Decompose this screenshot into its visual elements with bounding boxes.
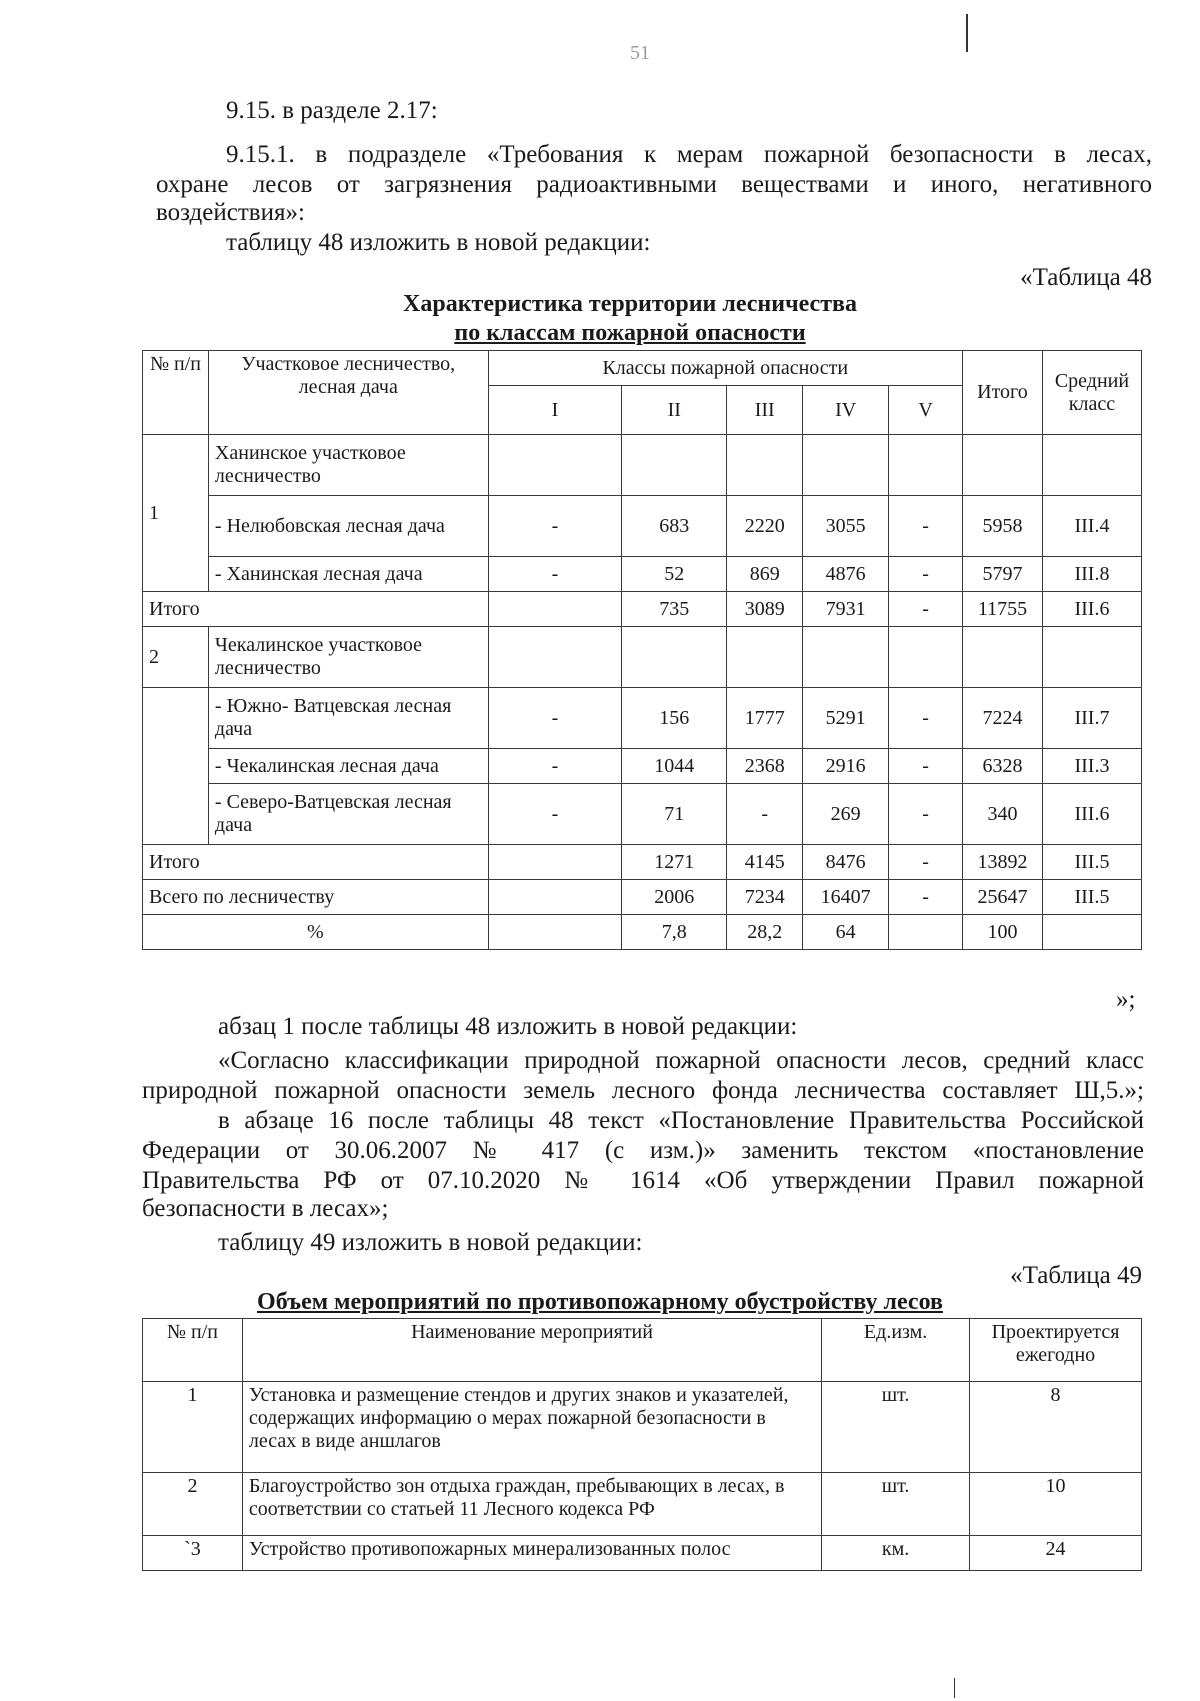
group1-num: 1 <box>143 435 209 592</box>
scan-artifact-mark <box>966 14 968 52</box>
cell-class2: 71 <box>622 784 727 845</box>
cell-total: 7224 <box>962 688 1042 749</box>
cell-class2: 2006 <box>622 880 727 915</box>
header-class-2: II <box>622 386 727 435</box>
subsection-line: 9.15.1. в подразделе «Требования к мерам пожарной безопасности в лесах, <box>226 141 1152 168</box>
amendment-line: безопасности в лесах»; <box>142 1195 389 1222</box>
row-name: - Северо-Ватцевская лесная дача <box>208 784 488 845</box>
table-row <box>143 1382 1142 1473</box>
header-avg: Средний класс <box>1042 351 1141 435</box>
cell-class3: 869 <box>727 557 803 592</box>
group2-num: 2 <box>143 627 209 688</box>
cell-class4: 8476 <box>803 845 889 880</box>
subtotal-row <box>143 592 1142 627</box>
cell-class2: 7,8 <box>622 915 727 950</box>
subsection-line: воздействия»: <box>156 199 305 226</box>
cell-class2: 1271 <box>622 845 727 880</box>
cell-total: 13892 <box>962 845 1042 880</box>
cell-class3: 28,2 <box>727 915 803 950</box>
header-class-4: IV <box>803 386 889 435</box>
row-name: - Ханинская лесная дача <box>208 557 488 592</box>
cell-class3: 2368 <box>727 749 803 784</box>
header-class-1: I <box>488 386 622 435</box>
scan-artifact-mark <box>954 1678 955 1698</box>
cell-class1: - <box>488 749 622 784</box>
row-unit: шт. <box>822 1382 970 1473</box>
table49-caption: «Таблица 49 <box>1010 1262 1142 1289</box>
amendment-line: в абзаце 16 после таблицы 48 текст «Постановление Правительства Российской <box>218 1107 1144 1134</box>
table-row <box>143 496 1142 557</box>
cell-avg: III.4 <box>1042 496 1141 557</box>
cell-class4: 3055 <box>803 496 889 557</box>
cell-total: 340 <box>962 784 1042 845</box>
header-class-3: III <box>727 386 803 435</box>
instruction-table49: таблицу 49 изложить в новой редакции: <box>218 1229 643 1256</box>
cell-class5: - <box>889 880 963 915</box>
table-row <box>143 557 1142 592</box>
cell-class1: - <box>488 784 622 845</box>
row-name: - Чекалинская лесная дача <box>208 749 488 784</box>
amendment-line: Федерации от 30.06.2007 № 417 (с изм.)» заменить текстом «постановление <box>142 1137 1144 1164</box>
cell-class2: 683 <box>622 496 727 557</box>
subtotal-row <box>143 845 1142 880</box>
table-row <box>143 784 1142 845</box>
cell-class3: 7234 <box>727 880 803 915</box>
header-name: Участковое лесничество, лесная дача <box>208 351 488 435</box>
row-name: - Нелюбовская лесная дача <box>208 496 488 557</box>
table48-title <box>320 290 940 348</box>
header-num: № п/п <box>143 351 209 435</box>
cell-class3: 2220 <box>727 496 803 557</box>
quote-line: «Согласно классификации природной пожарной опасности лесов, средний класс <box>218 1047 1144 1074</box>
cell-avg: III.5 <box>1042 845 1141 880</box>
cell-class2: 52 <box>622 557 727 592</box>
row-unit: км. <box>822 1536 970 1571</box>
cell-class4: 5291 <box>803 688 889 749</box>
cell-class2: 156 <box>622 688 727 749</box>
header-name: Наименование мероприятий <box>242 1319 821 1382</box>
cell-class4: 269 <box>803 784 889 845</box>
cell-class5: - <box>889 688 963 749</box>
table49-title-text: Объем мероприятий по противопожарному обустройству лесов <box>257 1289 943 1315</box>
cell-total: 25647 <box>962 880 1042 915</box>
cell-class1: - <box>488 557 622 592</box>
row-name: - Южно- Ватцевская лесная дача <box>208 688 488 749</box>
cell-class5: - <box>889 784 963 845</box>
grand-total-row <box>143 880 1142 915</box>
quote-line: природной пожарной опасности земель лесного фонда лесничества составляет Ш,5.»; <box>142 1077 1144 1104</box>
cell-total: 100 <box>962 915 1042 950</box>
percent-row <box>143 915 1142 950</box>
group2-title: Чекалинское участковое лесничество <box>208 627 488 688</box>
cell-class1: - <box>488 496 622 557</box>
row-num: 1 <box>143 1382 243 1473</box>
cell-total: 5797 <box>962 557 1042 592</box>
amendment-line: Правительства РФ от 07.10.2020 № 1614 «Об утверждении Правил пожарной <box>142 1167 1144 1194</box>
cell-avg: III.6 <box>1042 784 1141 845</box>
header-num: № п/п <box>143 1319 243 1382</box>
cell-avg: III.3 <box>1042 749 1141 784</box>
row-name: Установка и размещение стендов и других знаков и указателей, содержащих информацию о мерах пожарной безопасности в лесах в виде аншлагов <box>242 1382 821 1473</box>
cell-class3: - <box>727 784 803 845</box>
header-unit: Ед.изм. <box>822 1319 970 1382</box>
cell-total: 11755 <box>962 592 1042 627</box>
percent-label: % <box>143 915 489 950</box>
instruction-table48: таблицу 48 изложить в новой редакции: <box>226 229 651 256</box>
group1-title: Ханинское участковое лесничество <box>208 435 488 496</box>
cell-class2: 735 <box>622 592 727 627</box>
cell-class4: 7931 <box>803 592 889 627</box>
cell-class5: - <box>889 496 963 557</box>
cell-total: 5958 <box>962 496 1042 557</box>
table49 <box>142 1318 1142 1571</box>
subsection-line: охране лесов от загрязнения радиоактивными веществами и иного, негативного <box>156 171 1152 198</box>
cell-total: 6328 <box>962 749 1042 784</box>
cell-class4: 2916 <box>803 749 889 784</box>
table48-closing: »; <box>1116 986 1136 1013</box>
page-number: 51 <box>630 42 650 64</box>
table-row <box>143 1473 1142 1536</box>
after-t48-paragraph: абзац 1 после таблицы 48 изложить в новой редакции: <box>218 1013 798 1040</box>
cell-avg: III.8 <box>1042 557 1141 592</box>
subtotal-label: Итого <box>143 845 489 880</box>
table48-caption: «Таблица 48 <box>1020 264 1152 291</box>
cell-class4: 16407 <box>803 880 889 915</box>
table48 <box>142 350 1142 950</box>
cell-class5: - <box>889 749 963 784</box>
row-planned: 24 <box>970 1536 1142 1571</box>
cell-class5: - <box>889 557 963 592</box>
cell-class3: 4145 <box>727 845 803 880</box>
cell-class3: 1777 <box>727 688 803 749</box>
row-num: 2 <box>143 1473 243 1536</box>
header-planned: Проектируется ежегодно <box>970 1319 1142 1382</box>
cell-class4: 64 <box>803 915 889 950</box>
cell-class2: 1044 <box>622 749 727 784</box>
section-heading: 9.15. в разделе 2.17: <box>226 97 438 124</box>
row-planned: 8 <box>970 1382 1142 1473</box>
row-planned: 10 <box>970 1473 1142 1536</box>
cell-class5: - <box>889 592 963 627</box>
grand-total-label: Всего по лесничеству <box>143 880 489 915</box>
cell-class3: 3089 <box>727 592 803 627</box>
cell-avg: III.5 <box>1042 880 1141 915</box>
header-classes: Классы пожарной опасности <box>488 351 962 386</box>
table48-title-line2: по классам пожарной опасности <box>454 320 806 346</box>
row-name: Устройство противопожарных минерализованных полос <box>242 1536 821 1571</box>
header-class-5: V <box>889 386 963 435</box>
row-name: Благоустройство зон отдыха граждан, пребывающих в лесах, в соответствии со статьей 11 Лесного кодекса РФ <box>242 1473 821 1536</box>
header-total: Итого <box>962 351 1042 435</box>
row-num: `3 <box>143 1536 243 1571</box>
cell-class1: - <box>488 688 622 749</box>
cell-avg: III.6 <box>1042 592 1141 627</box>
subtotal-label: Итого <box>143 592 489 627</box>
row-unit: шт. <box>822 1473 970 1536</box>
table48-title-line1: Характеристика территории лесничества <box>403 291 857 317</box>
table-row <box>143 688 1142 749</box>
table-row <box>143 749 1142 784</box>
cell-class5: - <box>889 845 963 880</box>
cell-avg: III.7 <box>1042 688 1141 749</box>
cell-class4: 4876 <box>803 557 889 592</box>
table49-title <box>200 1288 1000 1317</box>
table-row <box>143 1536 1142 1571</box>
